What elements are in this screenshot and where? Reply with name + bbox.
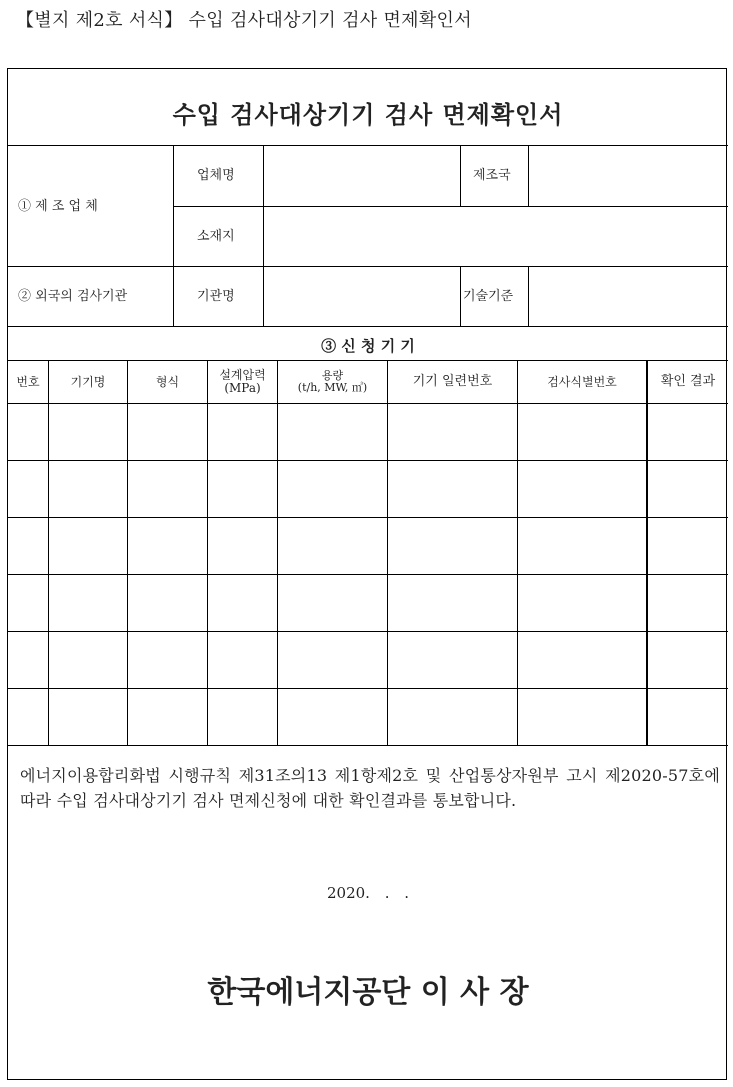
vline-col-5 [387, 360, 388, 745]
col-header-serial-number [388, 361, 517, 403]
vline-col-4 [277, 360, 278, 745]
manufacturer-section-label: ① 제 조 업 체 [18, 199, 98, 214]
divider-row-1 [8, 460, 728, 461]
divider-row-5 [8, 688, 728, 689]
vline-col-3 [207, 360, 208, 745]
col-header-model [128, 361, 207, 403]
divider-manufacturer-inner [173, 206, 728, 207]
col-header-equipment-name [49, 361, 127, 403]
col-header-design-pressure-text: 설계압력 [219, 368, 266, 383]
divider-header [8, 403, 728, 404]
col-header-number [8, 361, 48, 403]
form-label: 【별지 제2호 서식】 수입 검사대상기기 검사 면제확인서 [16, 10, 472, 31]
col-header-inspection-id-text: 검사식별번호 [547, 374, 617, 389]
divider-row-4 [8, 631, 728, 632]
col-header-design-pressure-unit: (MPa) [224, 381, 261, 395]
col-header-model-text: 형식 [155, 374, 180, 389]
col-header-equipment-name-text: 기기명 [70, 374, 106, 389]
exemption-certificate-form [7, 68, 727, 1080]
col-header-result-text: 확인 결과 [660, 374, 716, 390]
country-label: 제조국 [473, 168, 511, 183]
notice-text: 에너지이용합리화법 시행규칙 제31조의13 제1항제2호 및 산업통상자원부 고시 제2020-57호에 따라 수입 검사대상기기 검사 면제신청에 대한 확인결과를 통보합니다. [20, 766, 720, 810]
vline-col-6 [517, 360, 518, 745]
issuer-signature: 한국에너지공단 이 사 장 [207, 975, 529, 1010]
company-name-label: 업체명 [197, 168, 235, 183]
vline-standard-left [460, 266, 461, 326]
col-header-capacity [278, 361, 387, 403]
divider-foreign-agency [8, 326, 728, 327]
vline-col-7 [646, 360, 648, 745]
vline-col-1 [48, 360, 49, 745]
address-label: 소재지 [197, 229, 235, 244]
vline-label-col [173, 145, 174, 326]
col-header-number-text: 번호 [16, 374, 40, 389]
col-header-design-pressure [208, 361, 277, 403]
document-title: 수입 검사대상기기 검사 면제확인서 [172, 100, 564, 129]
vline-field-col [263, 145, 264, 326]
divider-title [8, 145, 728, 146]
agency-name-label: 기관명 [197, 289, 235, 304]
col-header-capacity-unit: (t/h, MW, ㎥) [297, 381, 368, 394]
divider-row-3 [8, 574, 728, 575]
divider-manufacturer [8, 266, 728, 267]
divider-row-6 [8, 745, 728, 746]
vline-standard-right [528, 266, 529, 326]
vline-country-left [460, 145, 461, 206]
col-header-capacity-text: 용량 [321, 369, 344, 383]
col-header-result [648, 361, 728, 403]
vline-country-right [528, 145, 529, 206]
applied-equipment-section-label: ③ 신 청 기 기 [321, 337, 415, 355]
issue-date: 2020. . . [326, 884, 409, 902]
divider-row-2 [8, 517, 728, 518]
col-header-inspection-id [518, 361, 646, 403]
vline-col-2 [127, 360, 128, 745]
col-header-serial-number-text: 기기 일련번호 [412, 374, 493, 390]
technical-standard-label: 기술기준 [463, 289, 514, 304]
foreign-agency-section-label: ② 외국의 검사기관 [18, 289, 128, 304]
